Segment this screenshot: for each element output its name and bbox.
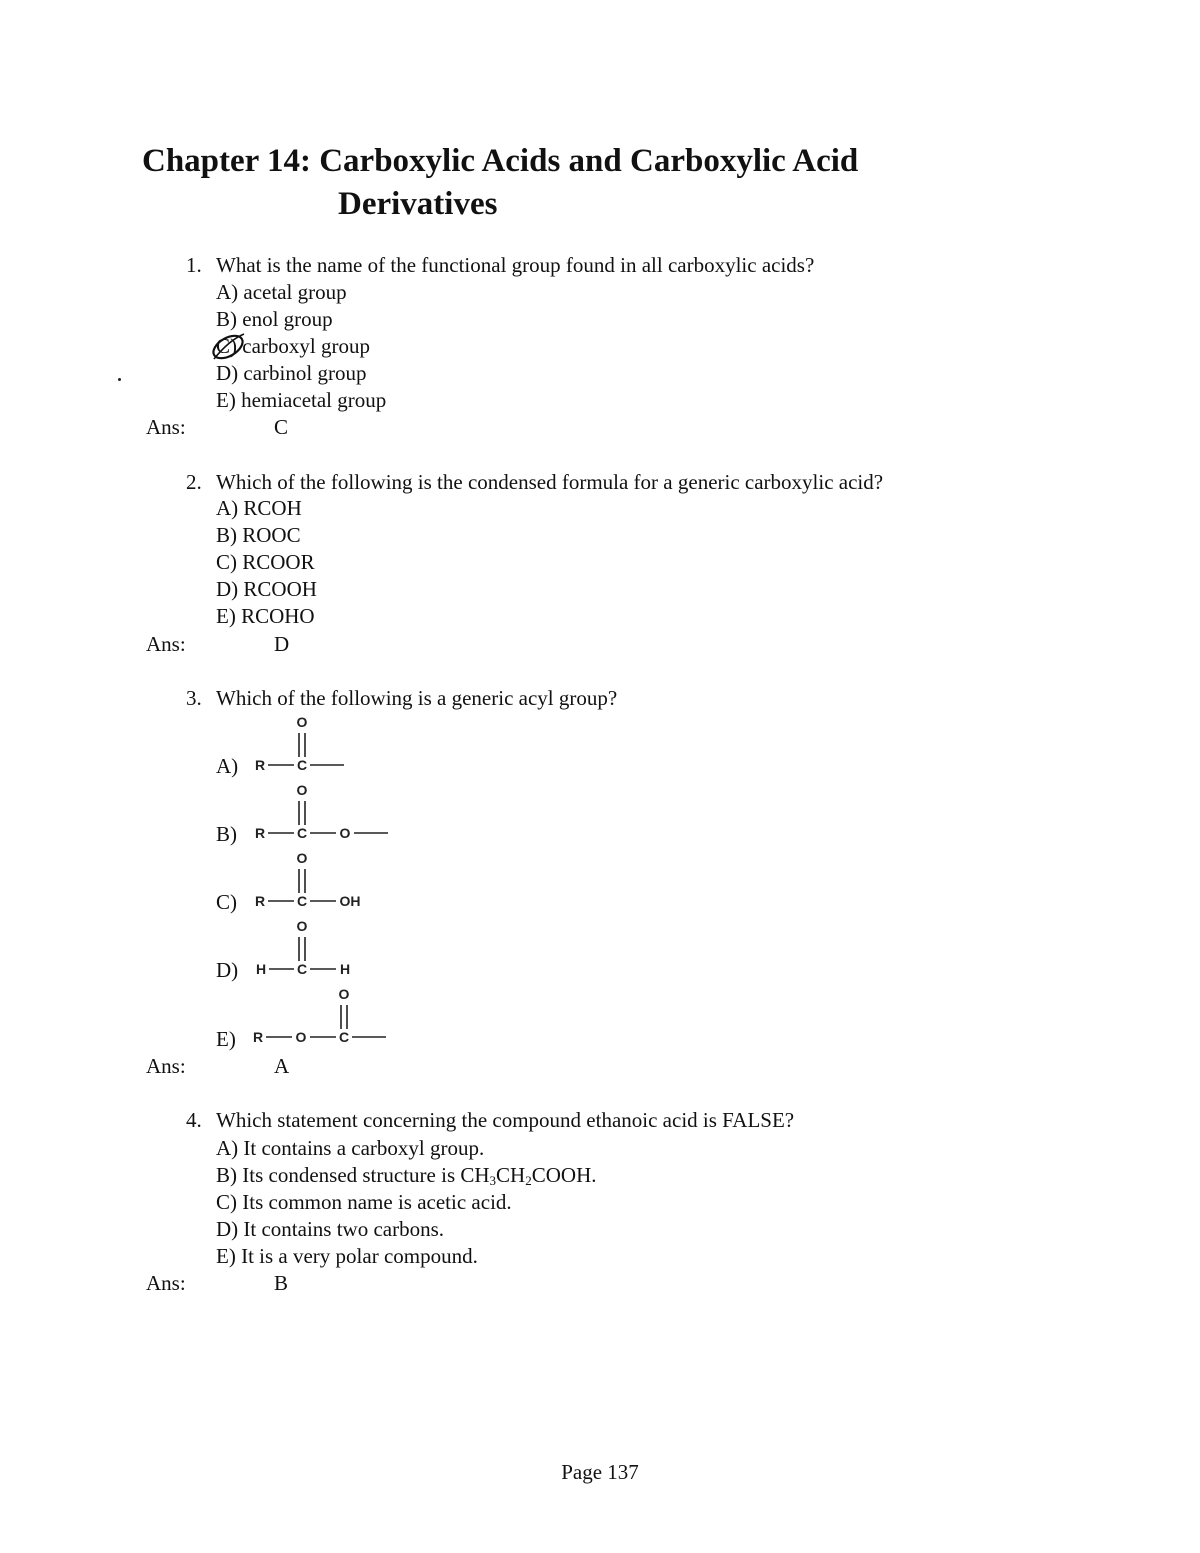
question-text: Which of the following is a generic acyl group? [216, 686, 618, 710]
atom-left: R [254, 825, 266, 841]
subscript-3: 3 [489, 1173, 497, 1188]
atom-top: O [296, 714, 308, 730]
subscript-2: 2 [525, 1173, 532, 1188]
option-d: D) [216, 958, 239, 982]
atom-top: O [296, 782, 308, 798]
answer-label: Ans: [146, 1271, 186, 1295]
atom-left: H [255, 961, 267, 977]
atom-right: O [339, 825, 351, 841]
question-number: 1. [186, 253, 202, 277]
atom-right: H [339, 961, 351, 977]
chapter-title [142, 140, 1062, 226]
option-c: C) Its common name is acetic acid. [216, 1190, 512, 1214]
answer-value: B [274, 1271, 289, 1295]
question-text: Which statement concerning the compound ethanoic acid is FALSE? [216, 1108, 795, 1132]
question-text: What is the name of the functional group found in all carboxylic acids? [216, 253, 815, 277]
page-number: Page 137 [561, 1460, 639, 1484]
answer-label: Ans: [146, 1054, 186, 1078]
chapter-title-line2: Derivatives [338, 186, 498, 222]
answer-label: Ans: [146, 415, 186, 439]
atom-top: O [296, 918, 308, 934]
question-text: Which of the following is the condensed formula for a generic carboxylic acid? [216, 470, 884, 494]
option-d: D) RCOOH [216, 577, 317, 601]
option-e: E) [216, 1027, 236, 1051]
atom-right: OH [339, 893, 361, 909]
atom-center: C [296, 893, 308, 909]
option-b: B) enol group [216, 307, 333, 331]
option-e: E) hemiacetal group [216, 388, 387, 412]
chapter-title-line1: Chapter 14: Carboxylic Acids and Carboxylic Acid [142, 143, 859, 179]
answer-value: A [274, 1054, 290, 1078]
atom-left: R [254, 757, 266, 773]
option-a: A) acetal group [216, 280, 347, 304]
option-a: A) It contains a carboxyl group. [216, 1136, 485, 1160]
atom-top: O [338, 986, 350, 1002]
option-c: C) [216, 890, 237, 914]
option-c: C) carboxyl group [216, 334, 370, 358]
structure-b [248, 778, 408, 842]
option-a: A) [216, 754, 239, 778]
atom-top: O [296, 850, 308, 866]
structure-a [248, 710, 408, 774]
option-b-mid: CH [496, 1163, 526, 1187]
option-e: E) RCOHO [216, 604, 315, 628]
question-number: 4. [186, 1108, 202, 1132]
option-b: B) [216, 822, 237, 846]
option-d: D) carbinol group [216, 361, 367, 385]
option-b-prefix: B) Its condensed structure is CH [216, 1163, 490, 1187]
stray-mark [118, 378, 121, 381]
structure-e [248, 982, 408, 1046]
answer-value: C [274, 415, 289, 439]
atom-left: R [252, 1029, 264, 1045]
atom-mid: O [295, 1029, 307, 1045]
atom-center: C [296, 961, 308, 977]
atom-center: C [338, 1029, 350, 1045]
handwritten-circle-mark [208, 331, 248, 363]
atom-center: C [296, 757, 308, 773]
question-number: 2. [186, 470, 202, 494]
atom-center: C [296, 825, 308, 841]
structure-c [248, 846, 408, 910]
structure-d [248, 914, 408, 978]
answer-label: Ans: [146, 632, 186, 656]
answer-value: D [274, 632, 290, 656]
option-b [216, 1162, 597, 1189]
question-number: 3. [186, 686, 202, 710]
option-b: B) ROOC [216, 523, 301, 547]
option-c: C) RCOOR [216, 550, 315, 574]
option-a: A) RCOH [216, 496, 302, 520]
option-b-suffix: COOH. [531, 1163, 597, 1187]
atom-left: R [254, 893, 266, 909]
option-e: E) It is a very polar compound. [216, 1244, 478, 1268]
option-d: D) It contains two carbons. [216, 1217, 445, 1241]
